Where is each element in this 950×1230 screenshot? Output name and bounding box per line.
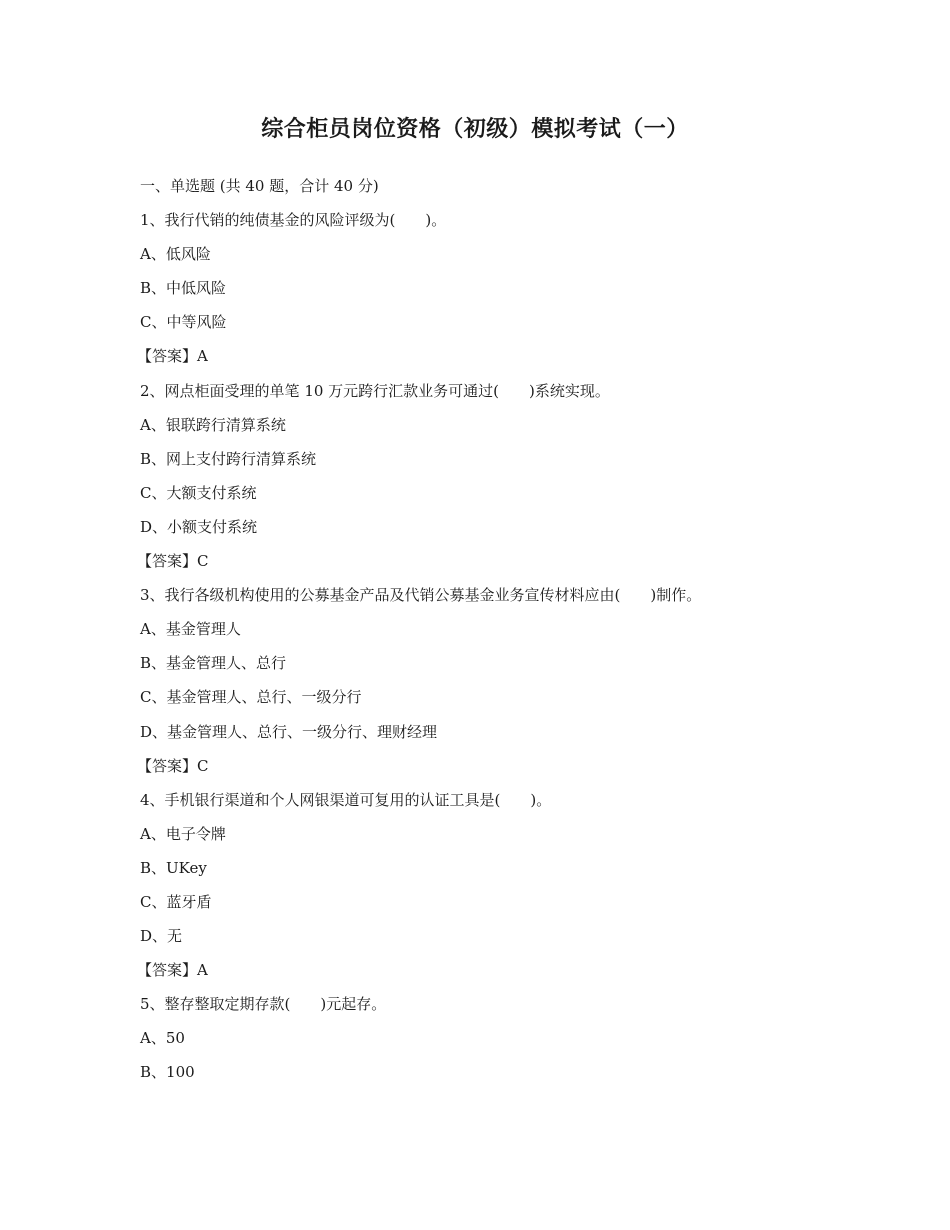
- option-b: B、UKey: [140, 858, 207, 877]
- question-stem: 4、手机银行渠道和个人网银渠道可复用的认证工具是( )。: [140, 790, 552, 809]
- option-b: B、网上支付跨行清算系统: [140, 449, 317, 468]
- question-stem: 5、整存整取定期存款( )元起存。: [140, 995, 387, 1014]
- answer-label: 【答案】A: [137, 347, 208, 366]
- question-3: [137, 583, 840, 788]
- answer-label: 【答案】A: [137, 961, 208, 980]
- question-1: [137, 208, 840, 378]
- option-c: C、大额支付系统: [140, 483, 257, 502]
- document-body: [137, 174, 840, 1095]
- option-a: A、基金管理人: [140, 620, 241, 639]
- option-c: C、中等风险: [140, 313, 227, 332]
- option-b: B、基金管理人、总行: [140, 654, 287, 673]
- document-title: 综合柜员岗位资格（初级）模拟考试（一）: [261, 117, 689, 142]
- option-d: D、无: [140, 927, 183, 946]
- option-b: B、100: [140, 1063, 195, 1082]
- option-d: D、小额支付系统: [140, 517, 258, 536]
- section-heading: 一、单选题 (共 40 题，合计 40 分): [140, 177, 379, 195]
- option-a: A、低风险: [140, 245, 211, 264]
- option-b: B、中低风险: [140, 279, 227, 298]
- option-a: A、电子令牌: [140, 824, 226, 843]
- question-5: [140, 992, 840, 1094]
- question-2: [137, 379, 840, 584]
- question-stem: 3、我行各级机构使用的公募基金产品及代销公募基金业务宣传材料应由( )制作。: [140, 586, 702, 605]
- answer-label: 【答案】C: [137, 756, 209, 775]
- option-a: A、银联跨行清算系统: [140, 415, 286, 434]
- option-c: C、基金管理人、总行、一级分行: [140, 688, 362, 707]
- answer-label: 【答案】C: [137, 552, 209, 571]
- option-a: A、50: [140, 1029, 185, 1048]
- option-c: C、蓝牙盾: [140, 892, 212, 911]
- question-stem: 1、我行代销的纯债基金的风险评级为( )。: [140, 211, 447, 230]
- question-stem: 2、网点柜面受理的单笔 10 万元跨行汇款业务可通过( )系统实现。: [140, 381, 610, 400]
- question-4: [137, 788, 840, 993]
- option-d: D、基金管理人、总行、一级分行、理财经理: [140, 722, 438, 741]
